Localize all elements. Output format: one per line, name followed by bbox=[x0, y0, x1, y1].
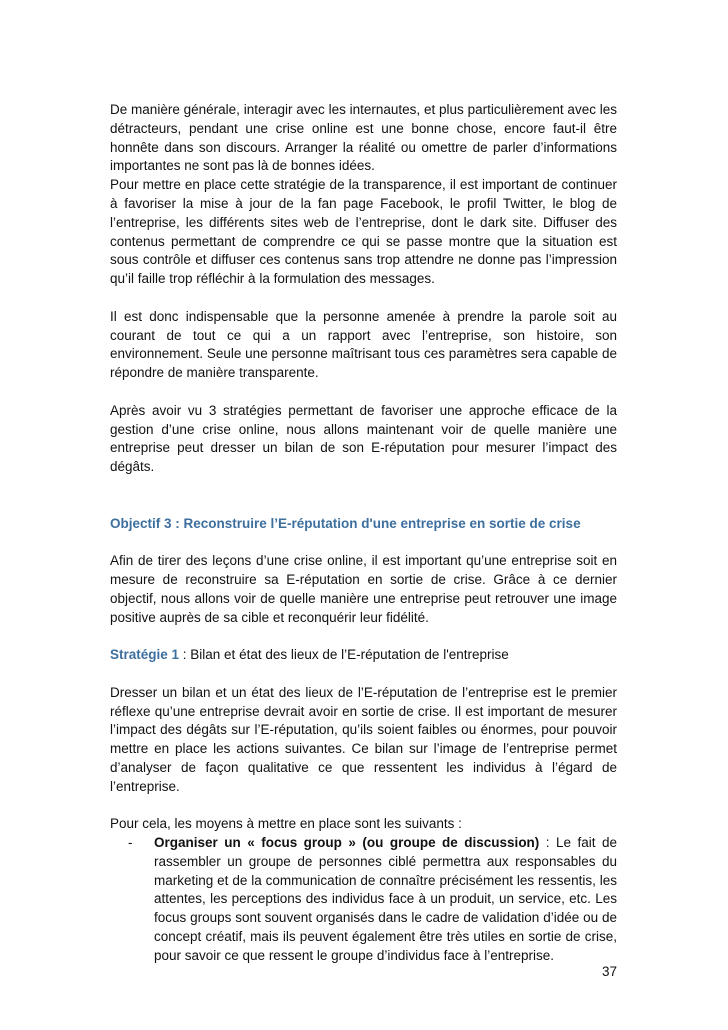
paragraph-means-intro: Pour cela, les moyens à mettre en place sont les suivants : bbox=[110, 816, 462, 832]
strategy-label: Stratégie 1 bbox=[110, 647, 180, 663]
paragraph-spacer bbox=[110, 627, 617, 646]
list-item-text: : Le fait de rassembler un groupe de personnes ciblé permettra aux responsables du marketing et de la communication de connaître précisément les ressentis, les attentes, les perceptions des individus face à un produit, un service, etc. Les focus groups sont souvent organisés dans le cadre de validation d’idée ou de concept créatif, mais ils peuvent également être très utiles en sortie de crise, pour savoir ce que ressent le groupe d’individus face à l’entreprise. bbox=[154, 835, 618, 963]
list-item-title: Organiser un « focus group » (ou groupe de discussion) bbox=[154, 835, 540, 851]
paragraph-assessment: Dresser un bilan et un état des lieux de l’E-réputation de l’entreprise est le premier réflexe qu’une entreprise devrait avoir en sortie de crise. Il est important de mesurer l’impact des dégâts sur l’E-réputation, qu’ils soient faibles ou énormes, pour pouvoir mettre en place les actions suivantes. Ce bilan sur l’image de l’entreprise permet d’analyser de façon qualitative ce que ressentent les individus à l’égard de l’entreprise. bbox=[110, 684, 617, 794]
paragraph-spacer bbox=[110, 665, 617, 684]
paragraph-spacer bbox=[110, 477, 617, 496]
document-body bbox=[110, 101, 617, 966]
paragraph-interaction-honesty: De manière générale, interagir avec les internautes, et plus particulièrement avec les détracteurs, pendant une crise online est une bonne chose, encore faut-il être honnête dans son discours. Arranger la réalité ou omettre de parler d’informations importantes ne sont pas là de bonnes idées. bbox=[110, 102, 617, 174]
strategy-title: : Bilan et état des lieux de l’E-réputation de l'entreprise bbox=[179, 647, 509, 663]
objective-heading: Objectif 3 : Reconstruire l’E-réputation d'une entreprise en sortie de crise bbox=[110, 515, 581, 531]
page-number: 37 bbox=[601, 964, 617, 979]
list-dash: - bbox=[128, 835, 133, 851]
paragraph-spacer bbox=[110, 496, 617, 515]
paragraph-spacer bbox=[110, 383, 617, 402]
paragraph-transition: Après avoir vu 3 stratégies permettant de favoriser une approche efficace de la gestion d’une crise online, nous allons maintenant voir de quelle manière une entreprise peut dresser un bilan de son E-réputation pour mesurer l’impact des dégâts. bbox=[110, 402, 617, 475]
paragraph-spacer bbox=[110, 289, 617, 308]
paragraph-spacer bbox=[110, 796, 617, 815]
list-item bbox=[110, 834, 617, 966]
means-list bbox=[110, 834, 617, 966]
strategy-heading bbox=[110, 646, 617, 665]
paragraph-spokesperson: Il est donc indispensable que la personne amenée à prendre la parole soit au courant de tout ce qui a un rapport avec l’entreprise, son histoire, son environnement. Seule une personne maîtrisant tous ces paramètres sera capable de répondre de manière transparente. bbox=[110, 308, 617, 381]
paragraph-transparency-strategy: Pour mettre en place cette stratégie de la transparence, il est important de continuer à favoriser la mise à jour de la fan page Facebook, le profil Twitter, le blog de l’entreprise, les différents sites web de l’entreprise, dont le dark site. Diffuser des contenus permettant de comprendre ce qui se passe montre que la situation est sous contrôle et diffuser ces contenus sans trop attendre ne donne pas l’impression qu’il faille trop réfléchir à la formulation des messages. bbox=[110, 177, 617, 287]
paragraph-spacer bbox=[110, 533, 617, 552]
paragraph-objective-intro: Afin de tirer des leçons d’une crise online, il est important qu’une entreprise soit en mesure de reconstruire sa E-réputation en sortie de crise. Grâce à ce dernier objectif, nous allons voir de quelle manière une entreprise peut retrouver une image positive auprès de sa cible et reconquérir leur fidélité. bbox=[110, 553, 617, 625]
